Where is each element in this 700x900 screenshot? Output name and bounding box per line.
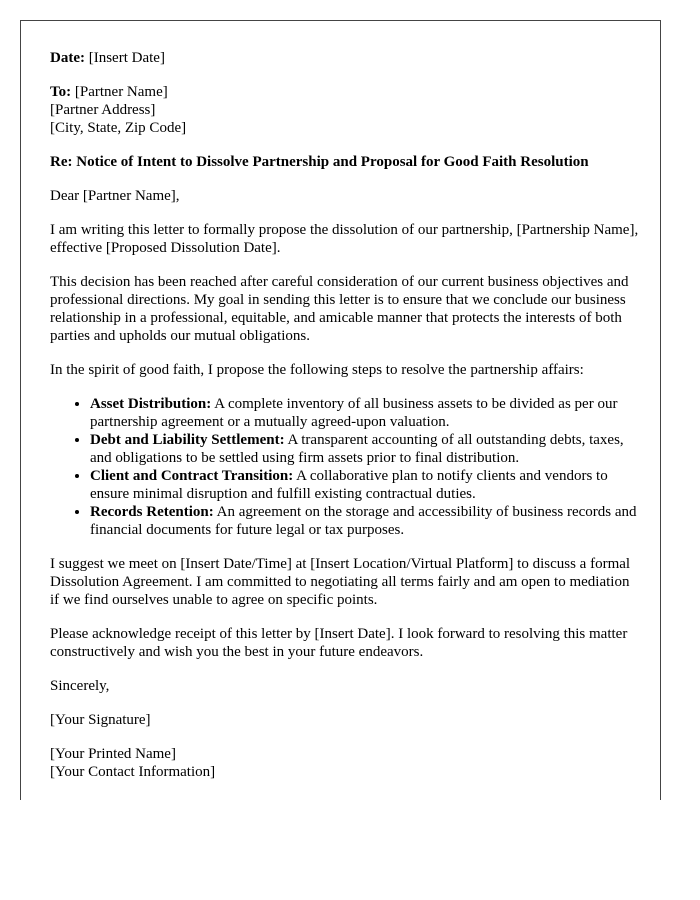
date-value: [Insert Date] xyxy=(84,50,165,66)
recipient-name-line xyxy=(50,83,640,101)
step-text: A complete inventory of all business assets to be divided as per our partnership agreement or a mutually agreed-upon valuation. xyxy=(90,396,618,430)
step-text: A transparent accounting of all outstanding debts, taxes, and obligations to be settled using firm assets prior to final distribution. xyxy=(90,432,624,466)
paragraph-intro: I am writing this letter to formally propose the dissolution of our partnership, [Partnership Name], effective [Proposed Dissolution Date]. xyxy=(50,222,639,256)
paragraph-steps-intro: In the spirit of good faith, I propose the following steps to resolve the partnership affairs: xyxy=(50,362,584,378)
printed-name: [Your Printed Name] xyxy=(50,746,176,762)
salutation: Dear [Partner Name], xyxy=(50,188,180,204)
letter-page xyxy=(20,20,661,800)
list-item xyxy=(90,431,640,467)
step-text: An agreement on the storage and accessibility of business records and financial documents for future legal or tax purposes. xyxy=(90,504,637,538)
step-title: Asset Distribution: xyxy=(90,396,212,412)
paragraph-meeting: I suggest we meet on [Insert Date/Time] at [Insert Location/Virtual Platform] to discuss a formal Dissolution Agreement. I am committed to negotiating all terms fairly and am open to mediation if we find ourselves unable to agree on specific points. xyxy=(50,556,631,608)
steps-list xyxy=(50,395,640,539)
closing: Sincerely, xyxy=(50,678,110,694)
step-text: A collaborative plan to notify clients and vendors to ensure minimal disruption and fulfill existing contractual duties. xyxy=(90,468,608,502)
step-title: Client and Contract Transition: xyxy=(90,468,294,484)
contact-info: [Your Contact Information] xyxy=(50,764,216,780)
recipient-block xyxy=(50,83,640,137)
to-label: To: xyxy=(50,84,72,100)
sender-block xyxy=(50,745,640,781)
list-item xyxy=(90,467,640,503)
date-line xyxy=(50,49,640,67)
list-item xyxy=(90,503,640,539)
letter-body xyxy=(50,49,640,797)
date-label: Date: xyxy=(50,50,85,66)
step-title: Records Retention: xyxy=(90,504,214,520)
list-item xyxy=(90,395,640,431)
step-title: Debt and Liability Settlement: xyxy=(90,432,285,448)
recipient-city: [City, State, Zip Code] xyxy=(50,120,187,136)
subject-line: Re: Notice of Intent to Dissolve Partnership and Proposal for Good Faith Resolution xyxy=(50,154,589,170)
paragraph-reason: This decision has been reached after careful consideration of our current business objectives and professional directions. My goal in sending this letter is to ensure that we conclude our business relationship in a professional, equitable, and amicable manner that protects the interests of both parties and upholds our mutual obligations. xyxy=(50,274,629,344)
recipient-name: [Partner Name] xyxy=(71,84,168,100)
paragraph-acknowledge: Please acknowledge receipt of this letter by [Insert Date]. I look forward to resolving this matter constructively and wish you the best in your future endeavors. xyxy=(50,626,628,660)
signature: [Your Signature] xyxy=(50,712,151,728)
recipient-address: [Partner Address] xyxy=(50,102,156,118)
